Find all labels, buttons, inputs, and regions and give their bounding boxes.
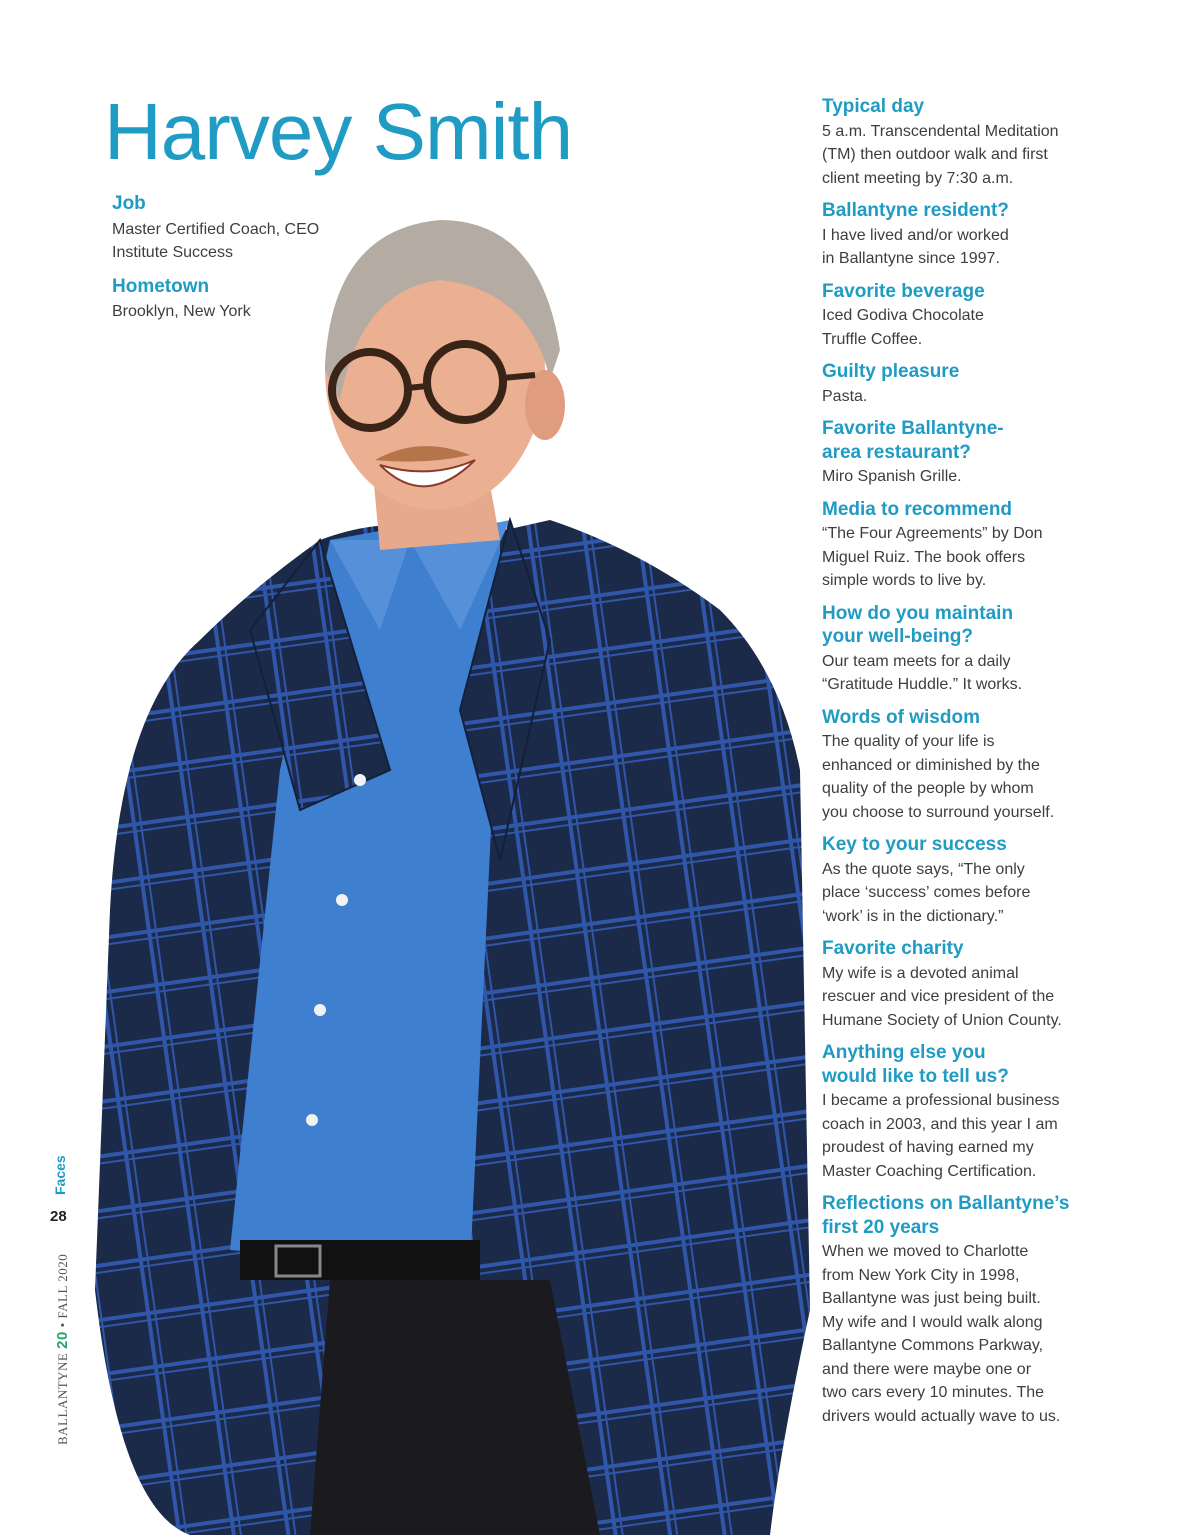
answer-text: My wife is a devoted animal rescuer and vice president of the Humane Society of Union County. bbox=[822, 964, 1062, 1029]
question-heading: Reflections on Ballantyne’s first 20 years bbox=[822, 1193, 1070, 1238]
question-heading: Anything else you would like to tell us? bbox=[822, 1042, 1009, 1087]
page-number: 28 bbox=[50, 1208, 67, 1225]
question-heading: Favorite beverage bbox=[822, 280, 985, 302]
hometown-text: Brooklyn, New York bbox=[112, 303, 251, 320]
qa-column bbox=[822, 95, 1112, 1437]
section-label: Faces bbox=[52, 1155, 68, 1195]
magazine-folio bbox=[54, 1254, 71, 1445]
answer-text: The quality of your life is enhanced or diminished by the quality of the people by whom you choose to surround yourself. bbox=[822, 733, 1055, 821]
job-text: Master Certified Coach, CEO Institute Success bbox=[112, 220, 320, 261]
qa-item bbox=[822, 498, 1112, 593]
issue-label: FALL 2020 bbox=[55, 1253, 70, 1319]
answer-text: Our team meets for a daily “Gratitude Huddle.” It works. bbox=[822, 652, 1023, 693]
answer-text: I have lived and/or worked in Ballantyne since 1997. bbox=[822, 226, 1009, 267]
question-heading: Guilty pleasure bbox=[822, 361, 960, 382]
answer-text: “The Four Agreements” by Don Miguel Ruiz. The book offers simple words to live by. bbox=[822, 525, 1043, 589]
magazine-name: BALLANTYNE bbox=[55, 1352, 70, 1445]
question-heading: Favorite charity bbox=[822, 938, 964, 959]
qa-item bbox=[822, 602, 1112, 697]
qa-item bbox=[822, 199, 1112, 271]
portrait-photo bbox=[80, 210, 820, 1535]
question-heading: Words of wisdom bbox=[822, 706, 980, 728]
page-title: Harvey Smith bbox=[104, 87, 573, 176]
job-label: Job bbox=[112, 193, 146, 214]
qa-item bbox=[822, 95, 1112, 190]
answer-text: When we moved to Charlotte from New York City in 1998, Ballantyne was just being built. My wife and I would walk along Ballantyne Commons Parkway, and there were maybe one or two cars every 10 minutes. The drivers would actually wave to us. bbox=[822, 1243, 1061, 1425]
qa-item bbox=[822, 1192, 1112, 1428]
question-heading: Ballantyne resident? bbox=[822, 200, 1009, 221]
answer-text: I became a professional business coach in 2003, and this year I am proudest of having earned my Master Coaching Certification. bbox=[822, 1092, 1060, 1180]
qa-item bbox=[822, 1041, 1112, 1183]
answer-text: Miro Spanish Grille. bbox=[822, 468, 962, 485]
question-heading: Media to recommend bbox=[822, 498, 1013, 520]
qa-item bbox=[822, 417, 1112, 489]
qa-item bbox=[822, 280, 1112, 352]
answer-text: Iced Godiva Chocolate Truffle Coffee. bbox=[822, 307, 984, 348]
question-heading: Key to your success bbox=[822, 834, 1007, 855]
magazine-number: 20 bbox=[54, 1331, 71, 1349]
hometown-label: Hometown bbox=[112, 275, 210, 297]
portrait-illustration bbox=[80, 210, 820, 1535]
folio-separator: • bbox=[55, 1322, 70, 1328]
qa-item bbox=[822, 360, 1112, 408]
qa-item bbox=[822, 937, 1112, 1032]
question-heading: Typical day bbox=[822, 96, 925, 117]
answer-text: 5 a.m. Transcendental Meditation (TM) then outdoor walk and first client meeting by 7:30 a.m. bbox=[822, 122, 1059, 187]
answer-text: Pasta. bbox=[822, 387, 868, 405]
profile-facts bbox=[112, 192, 412, 334]
question-heading: Favorite Ballantyne- area restaurant? bbox=[822, 418, 1004, 463]
question-heading: How do you maintain your well-being? bbox=[822, 602, 1014, 647]
qa-item bbox=[822, 706, 1112, 825]
qa-item bbox=[822, 833, 1112, 928]
answer-text: As the quote says, “The only place ‘success’ comes before ‘work’ is in the dictionary.” bbox=[822, 860, 1031, 925]
